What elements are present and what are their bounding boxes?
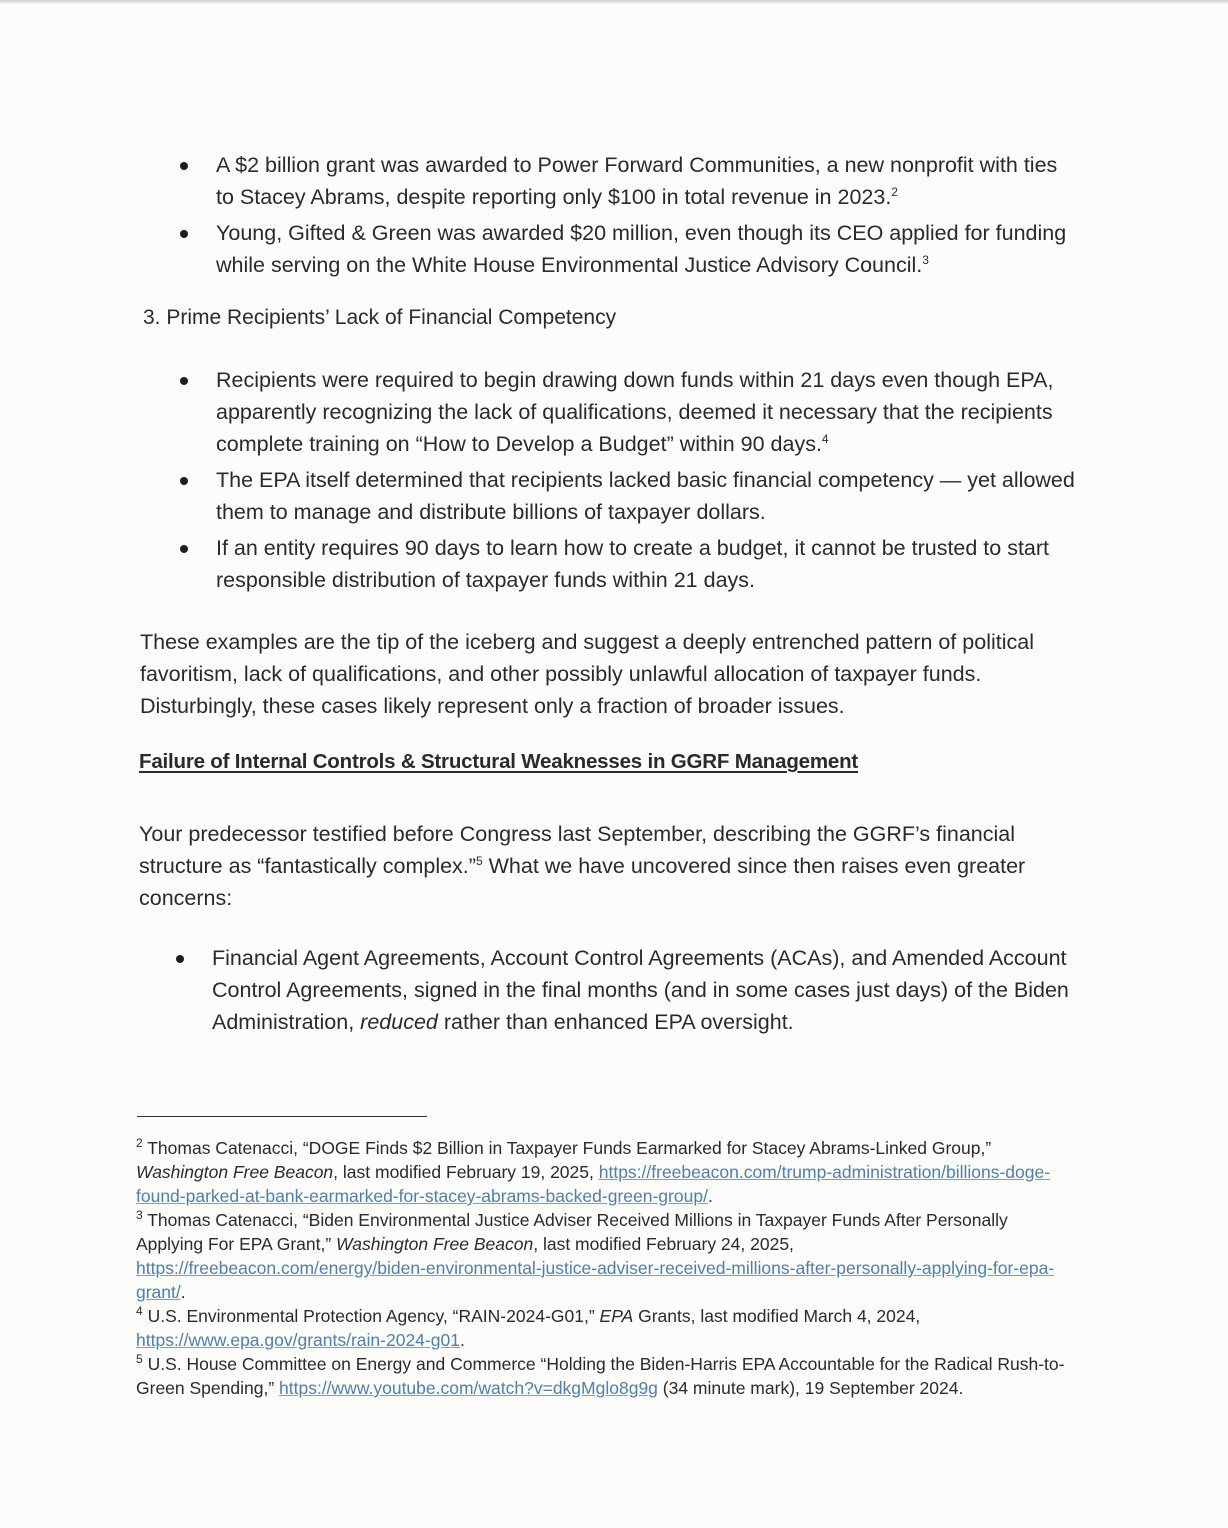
- footnote-text: Thomas Catenacci, “Biden Environmental Justice Adviser Received Millions in Taxpayer Funds After Personally Applying For EPA Grant,”: [136, 1210, 1008, 1254]
- footnote-ref: 4: [821, 431, 829, 446]
- bullet-text: If an entity requires 90 days to learn how to create a budget, it cannot be trusted to start responsible distribution of taxpayer funds within 21 days.: [216, 536, 1050, 592]
- footnotes: [136, 1136, 1066, 1400]
- section-heading-internal-controls: Failure of Internal Controls & Structural Weaknesses in GGRF Management: [139, 750, 859, 773]
- bullet-icon: [180, 545, 188, 553]
- bullet-list-grants: [180, 149, 1080, 285]
- bullet-icon: [180, 377, 188, 385]
- footnote-text: U.S. Environmental Protection Agency, “RAIN-2024-G01,”: [147, 1306, 600, 1326]
- bullet-text: Recipients were required to begin drawing down funds within 21 days even though EPA, apparently recognizing the lack of qualifications, deemed it necessary that the recipients complete training on “How to Develop a Budget” within 90 days.: [216, 368, 1054, 456]
- section-3-heading: 3. Prime Recipients’ Lack of Financial Competency: [143, 306, 617, 329]
- bullet-icon: [180, 477, 188, 485]
- footnote-5: [136, 1352, 1066, 1400]
- paragraph-examples: These examples are the tip of the iceberg and suggest a deeply entrenched pattern of political favoritism, lack of qualifications, and other possibly unlawful allocation of taxpayer funds. Disturbingly, these cases likely represent only a fraction of broader issues.: [140, 630, 1035, 718]
- footnote-text: .: [180, 1282, 186, 1302]
- footnote-3: [136, 1208, 1066, 1304]
- footnote-number: 5: [136, 1352, 143, 1367]
- bullet-icon: [180, 162, 188, 170]
- footnote-4: [136, 1304, 1066, 1352]
- footnote-source: Washington Free Beacon: [136, 1162, 334, 1182]
- bullet-list-agreements: [176, 942, 1076, 1042]
- footnote-link[interactable]: https://www.epa.gov/grants/rain-2024-g01: [136, 1330, 460, 1350]
- footnote-link[interactable]: https://www.youtube.com/watch?v=dkgMglo8g9g: [279, 1378, 658, 1398]
- footnote-ref: 3: [922, 252, 929, 267]
- list-item: [180, 149, 1080, 213]
- bullet-text: Financial Agent Agreements, Account Control Agreements (ACAs), and Amended Account Control Agreements, signed in the final months (and in some cases just days) of the Biden Administration,: [212, 946, 1069, 1034]
- paragraph-predecessor: [139, 818, 1059, 914]
- list-item: [180, 464, 1080, 528]
- paragraph-text: What we have uncovered since then raises even greater concerns:: [139, 854, 1026, 910]
- bullet-text: A $2 billion grant was awarded to Power Forward Communities, a new nonprofit with ties to Stacey Abrams, despite reporting only $100 in total revenue in 2023.: [216, 153, 1058, 209]
- footnote-source: Washington Free Beacon: [336, 1234, 534, 1254]
- emphasis-text: reduced: [360, 1010, 438, 1034]
- bullet-icon: [180, 230, 188, 238]
- bullet-text: The EPA itself determined that recipients lacked basic financial competency — yet allowed them to manage and distribute billions of taxpayer dollars.: [216, 468, 1075, 524]
- list-item: [180, 364, 1080, 460]
- paragraph-text: Your predecessor testified before Congress last September, describing the GGRF’s financial structure as “fantastically complex.”: [139, 822, 1015, 878]
- footnote-text: .: [707, 1186, 713, 1206]
- footnote-2: [136, 1136, 1066, 1208]
- footnote-link[interactable]: https://freebeacon.com/trump-administration/billions-doge-found-parked-at-bank-earmarked-for-stacey-abrams-backed-green-group/: [136, 1162, 1051, 1206]
- bullet-text: rather than enhanced EPA oversight.: [437, 1010, 794, 1034]
- footnote-text: U.S. House Committee on Energy and Commerce “Holding the Biden-Harris EPA Accountable for the Radical Rush-to-Green Spending,”: [136, 1354, 1065, 1398]
- footnote-text: .: [459, 1330, 465, 1350]
- footnote-ref: 5: [475, 853, 483, 868]
- footnote-text: , last modified February 19, 2025,: [333, 1162, 599, 1182]
- footnote-separator: [137, 1116, 427, 1117]
- bullet-list-financial-competency: [180, 364, 1080, 600]
- footnote-text: Grants, last modified March 4, 2024,: [633, 1306, 921, 1326]
- footnote-text: (34 minute mark), 19 September 2024.: [657, 1378, 964, 1398]
- bullet-text: Young, Gifted & Green was awarded $20 million, even though its CEO applied for funding while serving on the White House Environmental Justice Advisory Council.: [216, 221, 1067, 277]
- footnote-source: EPA: [599, 1306, 634, 1326]
- footnote-text: Thomas Catenacci, “DOGE Finds $2 Billion in Taxpayer Funds Earmarked for Stacey Abrams-Linked Group,”: [147, 1138, 992, 1158]
- list-item: [176, 942, 1076, 1038]
- footnote-number: 2: [136, 1136, 143, 1151]
- footnote-ref: 2: [891, 184, 898, 199]
- bullet-icon: [176, 955, 184, 963]
- footnote-number: 3: [136, 1208, 143, 1223]
- footnote-number: 4: [136, 1304, 143, 1319]
- scan-edge: [0, 0, 1228, 4]
- list-item: [180, 532, 1080, 596]
- footnote-text: , last modified February 24, 2025,: [533, 1234, 794, 1254]
- footnote-link[interactable]: https://freebeacon.com/energy/biden-environmental-justice-adviser-received-millions-after-personally-applying-for-epa-grant/: [136, 1258, 1055, 1302]
- list-item: [180, 217, 1080, 281]
